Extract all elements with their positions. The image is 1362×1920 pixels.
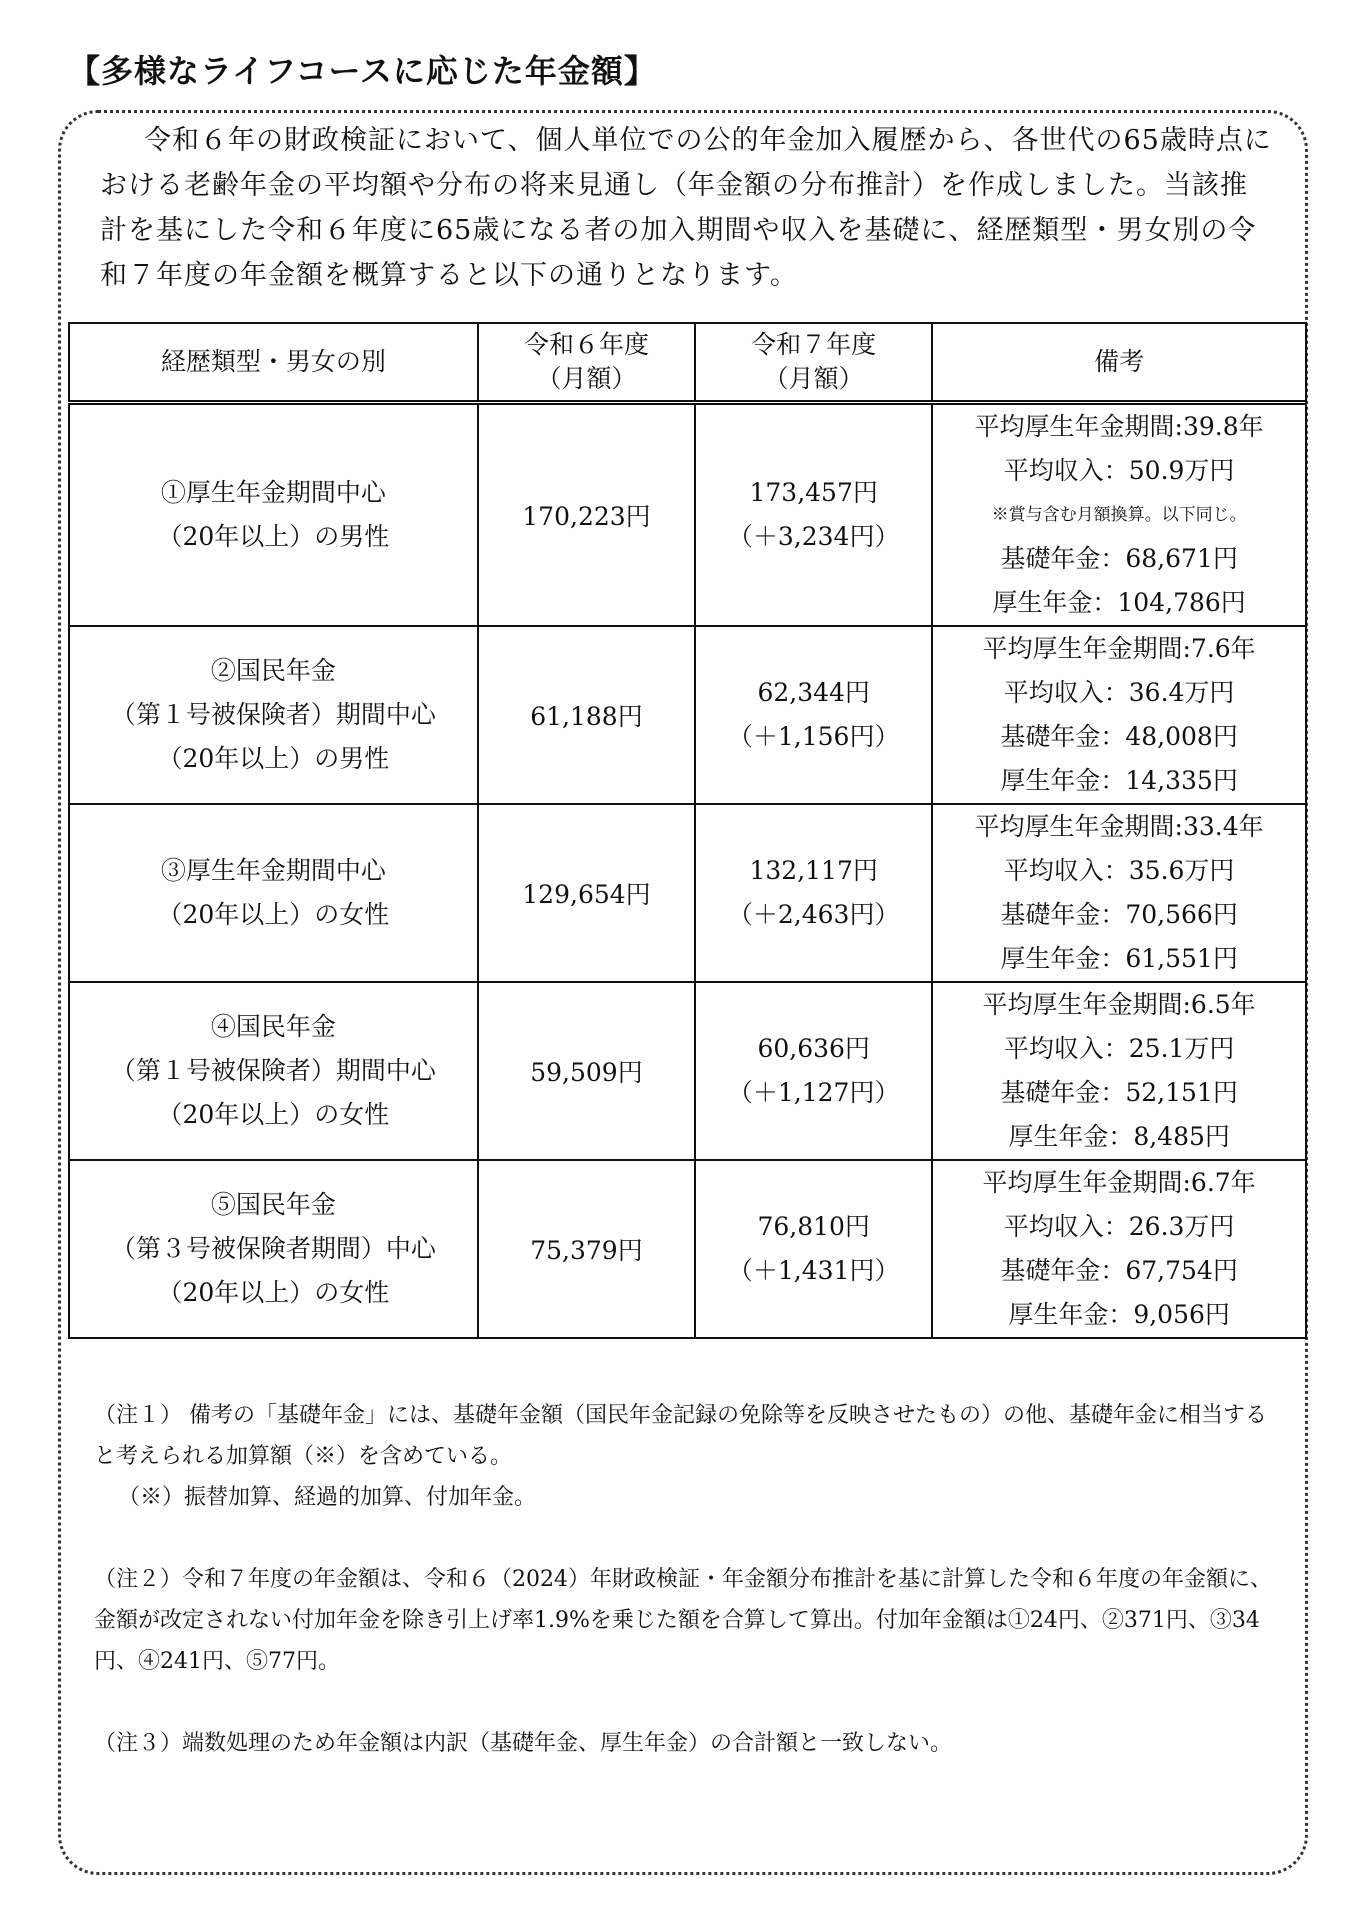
row-r7-diff: （＋1,156円） — [727, 722, 900, 751]
footnote-1-sub-text: （※）振替加算、経過的加算、付加年金。 — [118, 1485, 537, 1510]
note-period: 平均厚生年金期間:7.6年 — [982, 634, 1256, 663]
page-title: 【多様なライフコースに応じた年金額】 — [68, 52, 657, 90]
header-r6 — [478, 323, 695, 403]
row-r7-diff: （＋1,431円） — [727, 1256, 900, 1285]
row-type-line: ⑤国民年金 — [210, 1190, 336, 1219]
table-header-row — [69, 323, 1306, 403]
row-r7-cell — [695, 626, 932, 804]
row-r6-amount: 170,223円 — [478, 403, 695, 627]
note-kiso: 基礎年金：52,151円 — [1000, 1078, 1238, 1107]
row-type-line: ②国民年金 — [210, 656, 336, 685]
row-notes-cell — [932, 982, 1306, 1160]
table-row — [69, 804, 1306, 982]
header-r6-line1: 令和６年度 — [523, 330, 649, 359]
row-r7-diff: （＋3,234円） — [727, 522, 900, 551]
note-income: 平均収入：25.1万円 — [1003, 1034, 1235, 1063]
row-r7-cell — [695, 1160, 932, 1338]
footnote-1-sub — [94, 1477, 1284, 1518]
row-notes-cell — [932, 403, 1306, 627]
row-type-line: （第１号被保険者）期間中心 — [110, 700, 436, 729]
row-r7-cell — [695, 982, 932, 1160]
note-kosei: 厚生年金：104,786円 — [992, 588, 1246, 617]
row-r7-cell — [695, 403, 932, 627]
row-r7-amount: 173,457円 — [749, 478, 878, 507]
note-kiso: 基礎年金：48,008円 — [1000, 722, 1238, 751]
note-period: 平均厚生年金期間:6.5年 — [982, 990, 1256, 1019]
row-type-line: （第１号被保険者）期間中心 — [110, 1056, 436, 1085]
row-r6-amount: 129,654円 — [478, 804, 695, 982]
note-income: 平均収入：26.3万円 — [1003, 1212, 1235, 1241]
header-type: 経歴類型・男女の別 — [69, 323, 478, 403]
row-r7-amount: 132,117円 — [749, 856, 878, 885]
row-type-line: ①厚生年金期間中心 — [160, 478, 386, 507]
note-period: 平均厚生年金期間:6.7年 — [982, 1168, 1256, 1197]
table-row — [69, 1160, 1306, 1338]
row-type-line: （20年以上）の男性 — [157, 522, 390, 551]
row-r7-cell — [695, 804, 932, 982]
row-r7-diff: （＋2,463円） — [727, 900, 900, 929]
note-kiso: 基礎年金：68,671円 — [1000, 544, 1238, 573]
header-r7-line2: （月額） — [763, 364, 864, 393]
row-type-cell — [69, 1160, 478, 1338]
row-notes-cell — [932, 1160, 1306, 1338]
row-type-cell — [69, 982, 478, 1160]
note-kiso: 基礎年金：70,566円 — [1000, 900, 1238, 929]
row-r7-diff: （＋1,127円） — [727, 1078, 900, 1107]
row-type-line: （20年以上）の女性 — [157, 900, 390, 929]
row-type-cell — [69, 403, 478, 627]
header-notes: 備考 — [932, 323, 1306, 403]
note-remark: ※賞与含む月額換算。以下同じ。 — [991, 505, 1247, 525]
footnote-2: （注２）令和７年度の年金額は、令和６（2024）年財政検証・年金額分布推計を基に計算した令和６年度の年金額に、金額が改定されない付加年金を除き引上げ率1.9%を乗じた額を合算して算出。付加年金額は①24円、②371円、③34円、④241円、⑤77円。 — [94, 1567, 1272, 1674]
row-notes-cell — [932, 626, 1306, 804]
row-r6-amount: 59,509円 — [478, 982, 695, 1160]
row-notes-cell — [932, 804, 1306, 982]
table-row — [69, 403, 1306, 627]
row-r7-amount: 76,810円 — [757, 1212, 870, 1241]
row-r7-amount: 62,344円 — [757, 678, 870, 707]
row-r6-amount: 61,188円 — [478, 626, 695, 804]
note-period: 平均厚生年金期間:39.8年 — [974, 412, 1264, 441]
note-period: 平均厚生年金期間:33.4年 — [974, 812, 1264, 841]
row-type-line: （第３号被保険者期間）中心 — [110, 1234, 436, 1263]
row-r6-amount: 75,379円 — [478, 1160, 695, 1338]
pension-table — [68, 322, 1307, 1339]
row-type-line: ③厚生年金期間中心 — [160, 856, 386, 885]
table-row — [69, 982, 1306, 1160]
note-kosei: 厚生年金：61,551円 — [1000, 944, 1238, 973]
note-income: 平均収入：50.9万円 — [1003, 456, 1235, 485]
footnote-1: （注１） 備考の「基礎年金」には、基礎年金額（国民年金記録の免除等を反映させたもの）の他、基礎年金に相当すると考えられる加算額（※）を含めている。 — [94, 1403, 1267, 1469]
note-kosei: 厚生年金：14,335円 — [1000, 766, 1238, 795]
header-r7-line1: 令和７年度 — [751, 330, 877, 359]
note-kosei: 厚生年金：9,056円 — [1008, 1300, 1230, 1329]
header-r7 — [695, 323, 932, 403]
note-income: 平均収入：35.6万円 — [1003, 856, 1235, 885]
row-type-cell — [69, 626, 478, 804]
header-r6-line2: （月額） — [536, 364, 637, 393]
footnote-3: （注３）端数処理のため年金額は内訳（基礎年金、厚生年金）の合計額と一致しない。 — [94, 1731, 953, 1756]
intro-paragraph: 令和６年の財政検証において、個人単位での公的年金加入履歴から、各世代の65歳時点における老齢年金の平均額や分布の将来見通し（年金額の分布推計）を作成しました。当該推計を基にした令和６年度に65歳になる者の加入期間や収入を基礎に、経歴類型・男女別の令和７年度の年金額を概算すると以下の通りとなります。 — [100, 125, 1272, 291]
table-row — [69, 626, 1306, 804]
note-income: 平均収入：36.4万円 — [1003, 678, 1235, 707]
footnotes — [94, 1395, 1284, 1764]
row-type-cell — [69, 804, 478, 982]
row-type-line: （20年以上）の女性 — [157, 1100, 390, 1129]
note-kiso: 基礎年金：67,754円 — [1000, 1256, 1238, 1285]
row-type-line: （20年以上）の男性 — [157, 744, 390, 773]
row-r7-amount: 60,636円 — [757, 1034, 870, 1063]
row-type-line: （20年以上）の女性 — [157, 1278, 390, 1307]
row-type-line: ④国民年金 — [210, 1012, 336, 1041]
note-kosei: 厚生年金：8,485円 — [1008, 1122, 1230, 1151]
